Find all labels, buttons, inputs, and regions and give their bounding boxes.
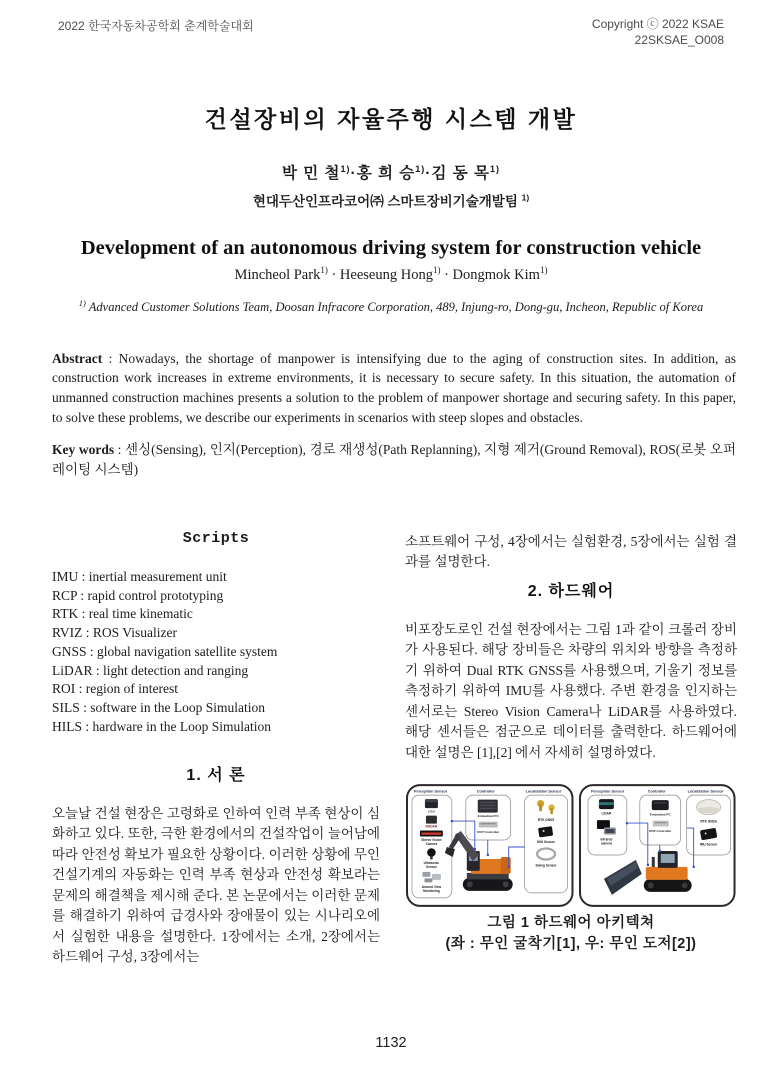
copyright-line: Copyright ⓒ 2022 KSAE xyxy=(591,17,724,31)
keywords-label: Key words xyxy=(52,442,115,458)
affiliation-english-text: Advanced Customer Solutions Team, Doosan Infracore Corporation, 489, Injung-ro, Dong-gu, Incheon, Republic of Korea xyxy=(85,300,704,315)
keywords-text: 센싱(Sensing), 인지(Perception), 경로 재생성(Path Replanning), 지형 제거(Ground Removal), ROS(로봇 오퍼레이팅 시스템) xyxy=(52,442,736,478)
rcp-controller-icon xyxy=(479,821,498,827)
scripts-heading: Scripts xyxy=(182,529,250,547)
page-number: 1132 xyxy=(375,1035,407,1051)
script-item: RVIZ : ROS Visualizer xyxy=(52,625,177,641)
stereo-label-1: Stereo Vision xyxy=(421,837,442,842)
rcp-controller-label: RCP Controller xyxy=(477,829,500,834)
script-item: RCP : rapid control prototyping xyxy=(52,587,224,603)
localization-panel-title: Localization Sensor xyxy=(688,789,724,794)
rcp-controller-label: RCP Controller xyxy=(649,828,672,833)
left-column xyxy=(52,530,380,968)
figure-caption-line-1: 그림 1 하드웨어 아키텍쳐 xyxy=(487,914,655,931)
author-name: 김 동 목 xyxy=(431,164,490,182)
abstract-colon: : xyxy=(102,350,119,366)
abstract-paragraph xyxy=(52,349,736,428)
embedded-pc-label: Embedded PC xyxy=(650,812,672,817)
section-1-continuation: 소프트웨어 구성, 4장에서는 실험환경, 5장에서는 실험 결과를 설명한다. xyxy=(405,533,737,570)
authors-english xyxy=(0,265,782,284)
perception-panel-title: Perception Sensor xyxy=(591,789,625,794)
author-name: Dongmok Kim xyxy=(452,266,540,283)
section-1-paragraph: 오늘날 건설 현장은 고령화로 인하여 인력 부족 현상이 심화하고 있다. 또한, 극한 환경에서의 건설작업이 늘어남에 따라 안전성 확보가 필요한 상황이다. 이러한 상황에 무인 건설기계의 자동화는 인력 부족 현상과 안전성 확보라는 문제의 해결책을 제시해 준다. 본 논문에서는 이러한 문제를 해결하기 위하여 급경사와 장애물이 있는 시나리오에서 실험한 내용을 설명한다. 1장에서는 소개, 2장에서는 하드웨어 구성, 3장에서는 xyxy=(52,805,380,965)
embedded-pc-label: Embedded PC xyxy=(477,813,499,818)
ultrasonic-label-2: Sensor xyxy=(426,864,437,869)
script-item: SILS : software in the Loop Simulation xyxy=(52,700,265,716)
copyright-block xyxy=(592,17,724,49)
paper-id: 22SKSAE_O008 xyxy=(634,32,724,47)
rtk-gnss-label: RTK GNSS xyxy=(537,817,555,822)
right-column xyxy=(405,530,737,968)
ultrasonic-label-1: Ultrasonic xyxy=(423,860,440,865)
lidar-label: LiDAR xyxy=(602,811,612,816)
author-separator: · xyxy=(440,266,453,283)
keywords-colon: : xyxy=(114,442,126,458)
avm-label-1: Around View xyxy=(421,884,442,889)
section-2-heading: 2. 하드웨어 xyxy=(527,582,615,600)
affiliation-footnote-mark: 1) xyxy=(521,192,530,203)
affiliation-korean xyxy=(0,190,782,210)
author-footnote-mark: 1) xyxy=(539,264,548,275)
embedded-pc-icon xyxy=(478,799,498,812)
author-separator: · xyxy=(425,164,432,182)
section-1-heading: 1. 서 론 xyxy=(186,766,246,784)
author-footnote-mark: 1) xyxy=(320,264,328,275)
paper-title-english: Development of an autonomous driving system for construction vehicle xyxy=(80,236,702,259)
controller-panel-title: Controller xyxy=(476,789,495,794)
abstract-label: Abstract xyxy=(52,350,103,366)
script-item: GNSS : global navigation satellite system xyxy=(52,643,278,659)
paper-title-korean: 건설장비의 자율주행 시스템 개발 xyxy=(204,105,578,132)
excavator-architecture-diagram xyxy=(405,783,574,908)
rtk-gnss-label: RTK GNSS xyxy=(700,819,718,824)
figure-caption-line-2: (좌 : 무인 굴착기[1], 우: 무인 도저[2]) xyxy=(445,936,697,953)
script-item: IMU : inertial measurement unit xyxy=(52,568,227,584)
author-separator: · xyxy=(350,164,357,182)
script-item: ROI : region of interest xyxy=(52,681,178,697)
infrared-label-1: Infrared xyxy=(600,837,613,842)
figure-1-caption xyxy=(405,913,737,957)
conference-name: 2022 한국자동차공학회 춘계학술대회 xyxy=(58,19,254,33)
infrared-label-2: camera xyxy=(601,841,613,846)
imu-sensor-label: IMU Sensor xyxy=(700,842,718,846)
perception-panel-title: Perception Sensor xyxy=(413,789,448,794)
section-2-paragraph: 비포장도로인 건설 현장에서는 그림 1과 같이 크롤러 장비가 사용된다. 해당 장비들은 차량의 위치와 방향을 측정하기 위하여 Dual RTK GNSS를 사용했으며, 기울기 정보를 측정하기 위하여 IMU를 사용했다. 주변 환경을 인지하는 센서로는 Stereo Vision Camera나 LiDAR를 사용하였다. 해당 센서들은 점군으로 데이터를 출력한다. 하드웨어에 대한 설명은 [1],[2] 에서 자세히 설명하였다. xyxy=(405,621,737,760)
affiliation-footnote-mark: 1) xyxy=(78,298,86,309)
script-item: LiDAR : light detection and ranging xyxy=(52,662,249,678)
dozer-architecture-diagram xyxy=(578,783,737,908)
author-footnote-mark: 1) xyxy=(415,163,426,174)
scripts-list xyxy=(52,568,380,737)
radar-icon xyxy=(426,815,437,823)
body-columns xyxy=(52,530,737,968)
avm-label-2: Monitoring xyxy=(423,888,440,893)
author-name: 홍 희 승 xyxy=(356,164,416,182)
rcp-controller-icon xyxy=(653,820,669,826)
imu-sensor-icon xyxy=(538,826,553,837)
author-name: Mincheol Park xyxy=(234,266,321,283)
script-item: RTK : real time kinematic xyxy=(52,606,193,622)
stereo-label-2: Camera xyxy=(425,841,438,846)
lidar-label: Lidar xyxy=(427,809,435,814)
author-separator: · xyxy=(327,266,340,283)
rtk-gnss-icon xyxy=(697,799,721,814)
localization-panel-title: Localization Sensor xyxy=(525,789,562,794)
radar-label: RADAR xyxy=(425,824,438,829)
embedded-pc-icon xyxy=(652,800,669,810)
author-footnote-mark: 1) xyxy=(490,163,501,174)
author-name: Heeseung Hong xyxy=(339,266,433,283)
stereo-vision-camera-icon xyxy=(420,830,443,836)
author-footnote-mark: 1) xyxy=(340,163,351,174)
swing-sensor-label: Swing Sensor xyxy=(535,862,557,867)
imu-sensor-label: IMU Sensor xyxy=(537,839,555,844)
authors-korean xyxy=(0,161,782,183)
author-footnote-mark: 1) xyxy=(432,264,441,275)
keywords-paragraph xyxy=(52,440,736,479)
affiliation-english xyxy=(0,298,782,315)
script-item: HILS : hardware in the Loop Simulation xyxy=(52,718,271,734)
controller-panel-title: Controller xyxy=(648,789,667,794)
affiliation-korean-text: 현대두산인프라코어㈜ 스마트장비기술개발팀 xyxy=(252,193,522,209)
page-header xyxy=(0,0,782,49)
figure-1 xyxy=(405,783,737,908)
lidar-icon xyxy=(599,799,614,809)
author-name: 박 민 철 xyxy=(281,164,341,182)
lidar-icon xyxy=(425,799,438,808)
abstract-text: Nowadays, the shortage of manpower is intensifying due to the aging of construction sites. In addition, as construction work increases in extreme environments, it is necessary to secure safety. In this situation, the automation of unmanned construction machines presents a solution to the problem of manpower shortage and securing safety. In this paper, to solve these problems, we describe our experiments in scenarios with steep slopes and obstacles. xyxy=(52,350,736,425)
